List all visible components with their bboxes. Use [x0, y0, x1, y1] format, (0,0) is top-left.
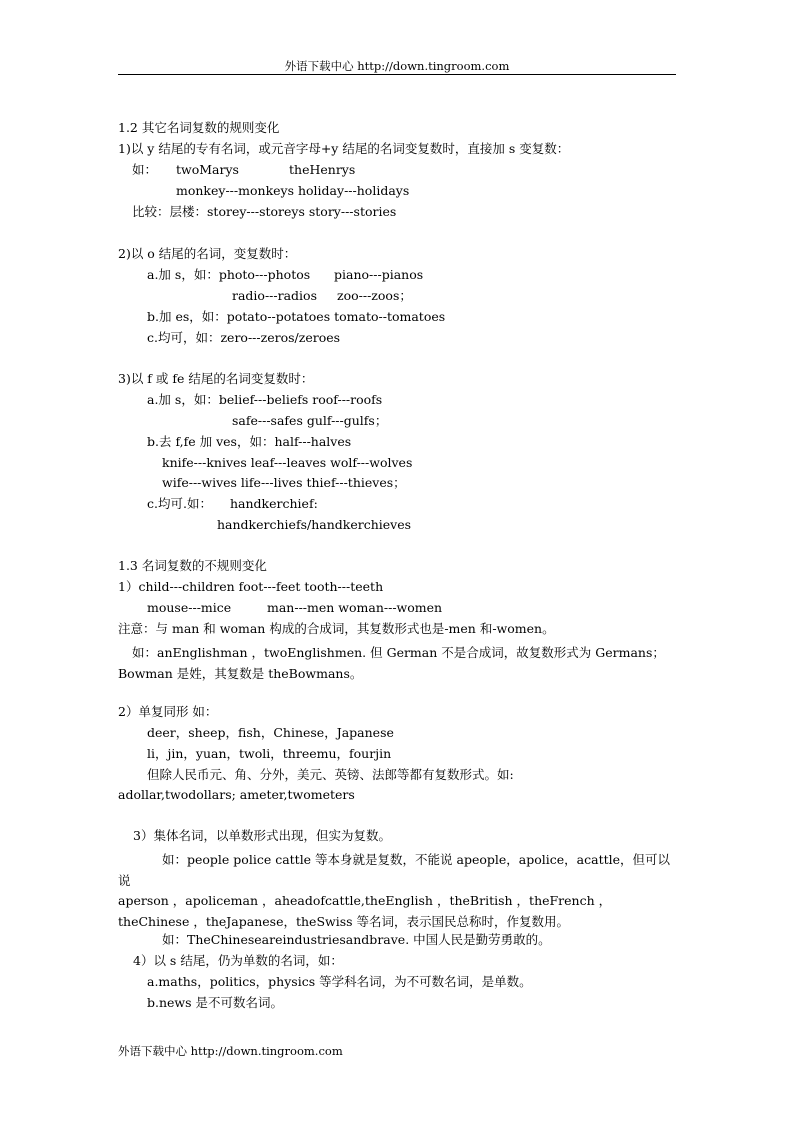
text-line: b.加 es，如：potato--potatoes tomato--tomatoes: [147, 309, 446, 324]
text-line: b.news 是不可数名词。: [147, 995, 284, 1010]
text-line: adollar,twodollars; ameter,twometers: [118, 787, 355, 802]
note-paragraph: 如：anEnglishman ，twoEnglishmen. 但 German 不是合成词，故复数形式为 Germans；Bowman 是姓，其复数是 theBowmans。: [118, 645, 665, 681]
text-line: handkerchief:: [230, 496, 318, 511]
text-line: a.加 s，如：photo---photos: [147, 267, 311, 282]
text-line: monkey---monkeys holiday---holidays: [176, 183, 410, 198]
note-line: 注意：与 man 和 woman 构成的合成词，其复数形式也是-men 和-women。: [118, 621, 555, 636]
example-paragraph: aperson ，apoliceman ，aheadofcattle,theEnglish ，theBritish ，theFrench ，theChinese ，theJapanese，theSwiss 等名词，表示国民总称时，作复数用。: [118, 893, 612, 929]
rule-line: 1）child---children foot---feet tooth---teeth: [118, 579, 384, 594]
text-line: a.maths，politics，physics 等学科名词，为不可数名词，是单数。: [147, 974, 532, 989]
text-line: piano---pianos: [334, 267, 424, 282]
text-line: 如：: [132, 162, 158, 177]
rule-line: 4）以 s 结尾，仍为单数的名词，如：: [133, 953, 343, 968]
text-line: wife---wives life---lives thief---thieves；: [162, 475, 406, 490]
section-heading: 1.2 其它名词复数的规则变化: [118, 120, 280, 135]
example-paragraph: 如：people police cattle 等本身就是复数，不能说 apeople，apolice，acattle，但可以说: [118, 852, 671, 888]
text-line: deer，sheep，fish，Chinese，Japanese: [147, 725, 394, 740]
header-divider: [118, 74, 676, 75]
text-line: c.均可.如：: [147, 496, 212, 511]
text-line: zoo---zoos；: [337, 288, 412, 303]
rule-line: 2)以 o 结尾的名词，变复数时：: [118, 246, 297, 261]
text-line: mouse---mice: [147, 600, 232, 615]
text-line: knife---knives leaf---leaves wolf---wolves: [162, 455, 413, 470]
text-line: 比较：层楼：storey---storeys story---stories: [132, 204, 397, 219]
text-line: handkerchiefs/handkerchieves: [217, 517, 412, 532]
text-line: b.去 f,fe 加 ves，如：half---halves: [147, 434, 352, 449]
section-heading: 1.3 名词复数的不规则变化: [118, 558, 267, 573]
text-line: safe---safes gulf---gulfs；: [232, 413, 388, 428]
text-line: twoMarys: [176, 162, 239, 177]
text-line: man---men woman---women: [267, 600, 443, 615]
text-line: theHenrys: [289, 162, 356, 177]
page-footer: 外语下载中心 http://down.tingroom.com: [118, 1044, 343, 1058]
rule-line: 2）单复同形 如：: [118, 704, 218, 719]
text-line: 但除人民币元、角、分外，美元、英镑、法郎等都有复数形式。如:: [147, 767, 514, 782]
rule-line: 3)以 f 或 fe 结尾的名词变复数时：: [118, 371, 314, 386]
text-line: li，jin，yuan，twoli，threemu，fourjin: [147, 746, 392, 761]
page-header: 外语下载中心 http://down.tingroom.com: [284, 59, 510, 73]
text-line: c.均可，如：zero---zeros/zeroes: [147, 330, 341, 345]
text-line: a.加 s，如：belief---beliefs roof---roofs: [147, 392, 383, 407]
rule-line: 1)以 y 结尾的专有名词，或元音字母+y 结尾的名词变复数时，直接加 s 变复数：: [118, 141, 570, 156]
text-line: 如：TheChineseareindustriesandbrave. 中国人民是勤劳勇敢的。: [162, 932, 551, 947]
rule-line: 3）集体名词，以单数形式出现，但实为复数。: [133, 828, 391, 843]
text-line: radio---radios: [232, 288, 317, 303]
